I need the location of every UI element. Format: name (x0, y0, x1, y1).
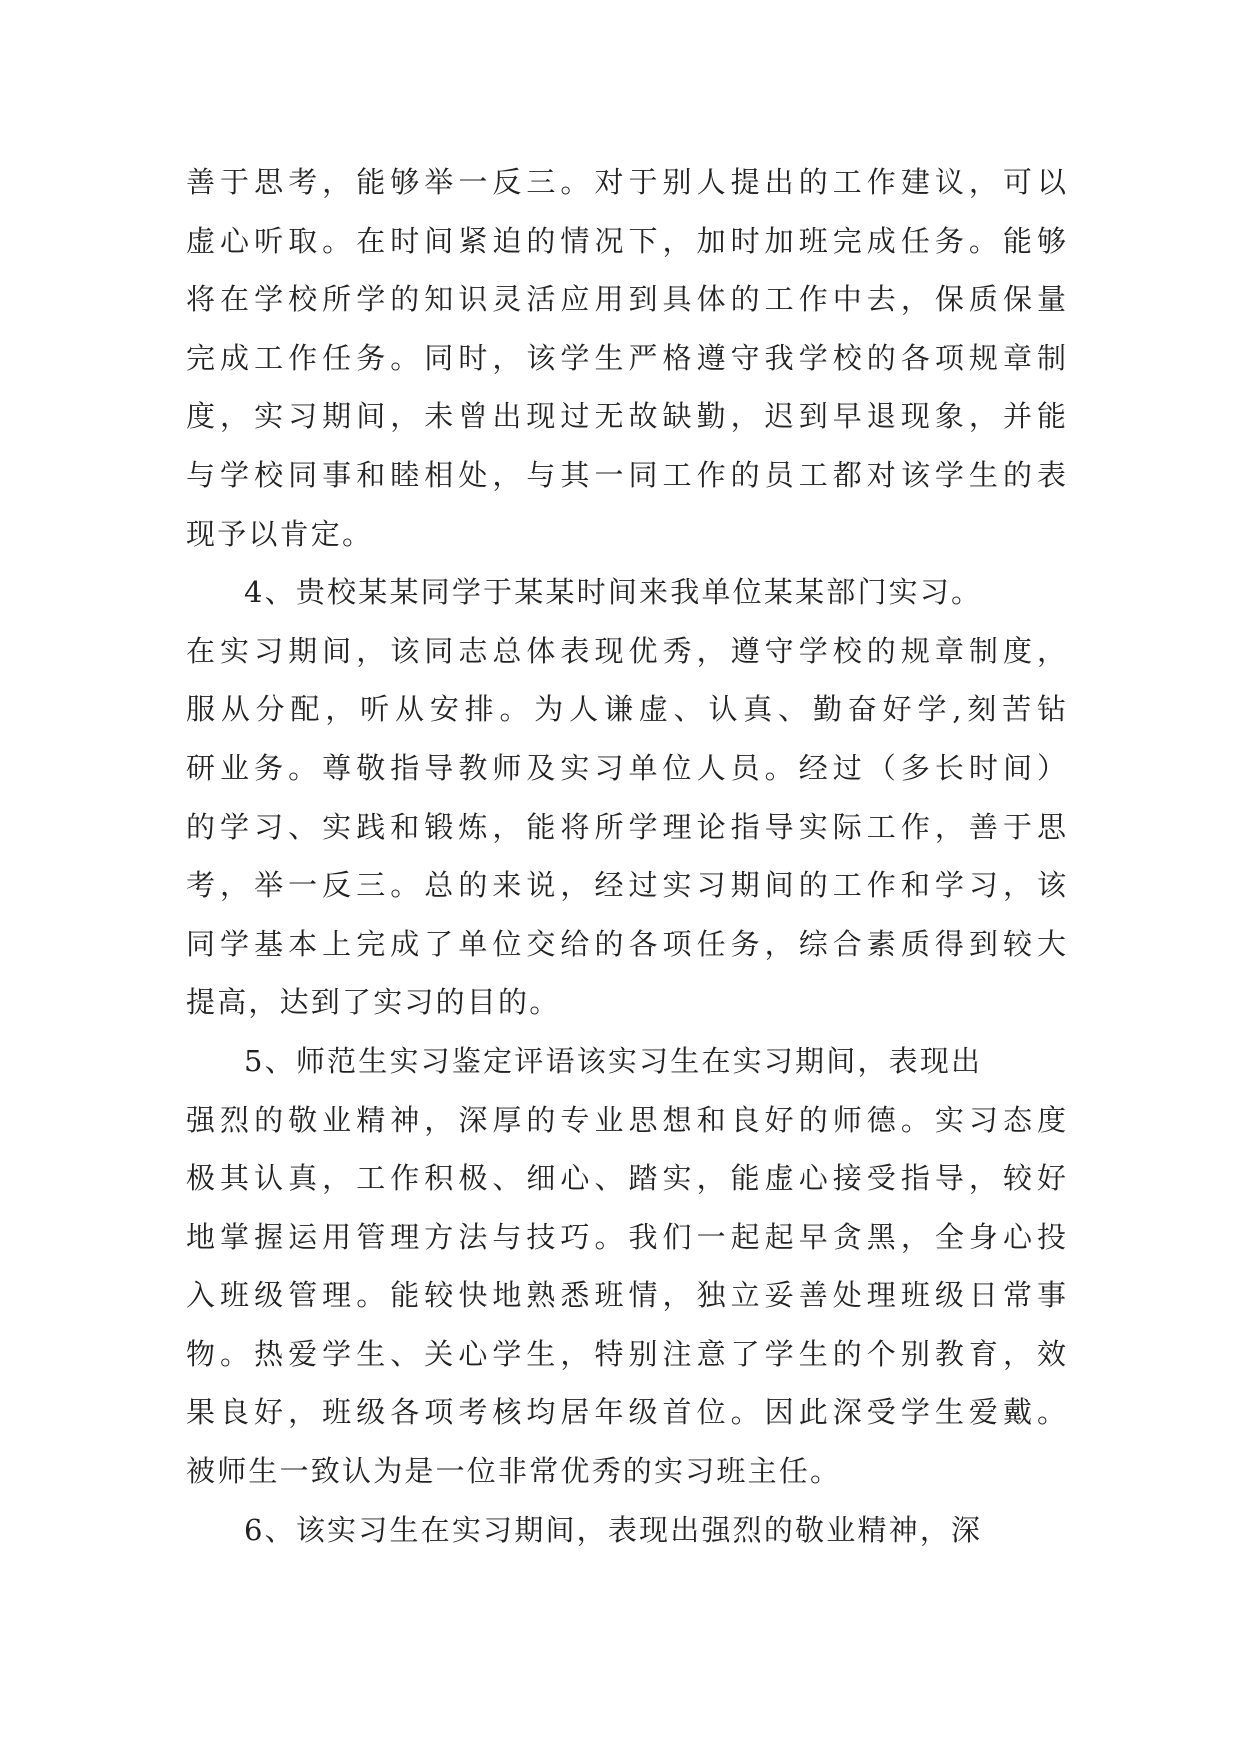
text-line: 将在学校所学的知识灵活应用到具体的工作中去，保质保量 (186, 282, 1066, 317)
text-line: 考，举一反三。总的来说，经过实习期间的工作和学习，该 (186, 868, 1066, 903)
paragraph-5 (186, 1032, 1066, 1501)
text-line: 度，实习期间，未曾出现过无故缺勤，迟到早退现象，并能 (186, 399, 1066, 434)
text-line: 物。热爱学生、关心学生，特别注意了学生的个别教育，效 (186, 1336, 1066, 1371)
text-line: 提高，达到了实习的目的。 (186, 985, 561, 1020)
text-line: 极其认真，工作积极、细心、踏实，能虚心接受指导，较好 (186, 1161, 1066, 1196)
text-line: 入班级管理。能较快地熟悉班情，独立妥善处理班级日常事 (186, 1278, 1066, 1313)
text-line: 强烈的敬业精神，深厚的专业思想和良好的师德。实习态度 (186, 1102, 1066, 1137)
text-line: 研业务。尊敬指导教师及实习单位人员。经过（多长时间） (186, 750, 1066, 785)
text-line: 完成工作任务。同时，该学生严格遵守我学校的各项规章制 (186, 340, 1066, 375)
text-line: 虚心听取。在时间紧迫的情况下，加时加班完成任务。能够 (186, 223, 1066, 258)
paragraph-6 (186, 1501, 1066, 1560)
document-body (186, 153, 1066, 1559)
text-line: 被师生一致认为是一位非常优秀的实习班主任。 (186, 1454, 842, 1489)
text-line: 的学习、实践和锻炼，能将所学理论指导实际工作，善于思 (186, 809, 1066, 844)
text-line: 在实习期间，该同志总体表现优秀，遵守学校的规章制度， (186, 633, 1066, 668)
text-line: 善于思考，能够举一反三。对于别人提出的工作建议，可以 (186, 165, 1066, 199)
text-line: 同学基本上完成了单位交给的各项任务，综合素质得到较大 (186, 926, 1066, 961)
text-line: 地掌握运用管理方法与技巧。我们一起起早贪黑，全身心投 (186, 1219, 1066, 1254)
text-line: 5、师范生实习鉴定评语该实习生在实习期间，表现出 (244, 1043, 983, 1078)
text-line: 6、该实习生在实习期间，表现出强烈的敬业精神，深 (244, 1512, 983, 1547)
paragraph-continued (186, 153, 1066, 563)
text-line: 现予以肯定。 (186, 516, 374, 551)
text-line: 果良好，班级各项考核均居年级首位。因此深受学生爱戴。 (186, 1395, 1066, 1430)
text-line: 服从分配，听从安排。为人谦虚、认真、勤奋好学,刻苦钻 (186, 692, 1066, 727)
text-line: 4、贵校某某同学于某某时间来我单位某某部门实习。 (244, 575, 983, 610)
text-line: 与学校同事和睦相处，与其一同工作的员工都对该学生的表 (186, 457, 1066, 492)
paragraph-4 (186, 563, 1066, 1032)
